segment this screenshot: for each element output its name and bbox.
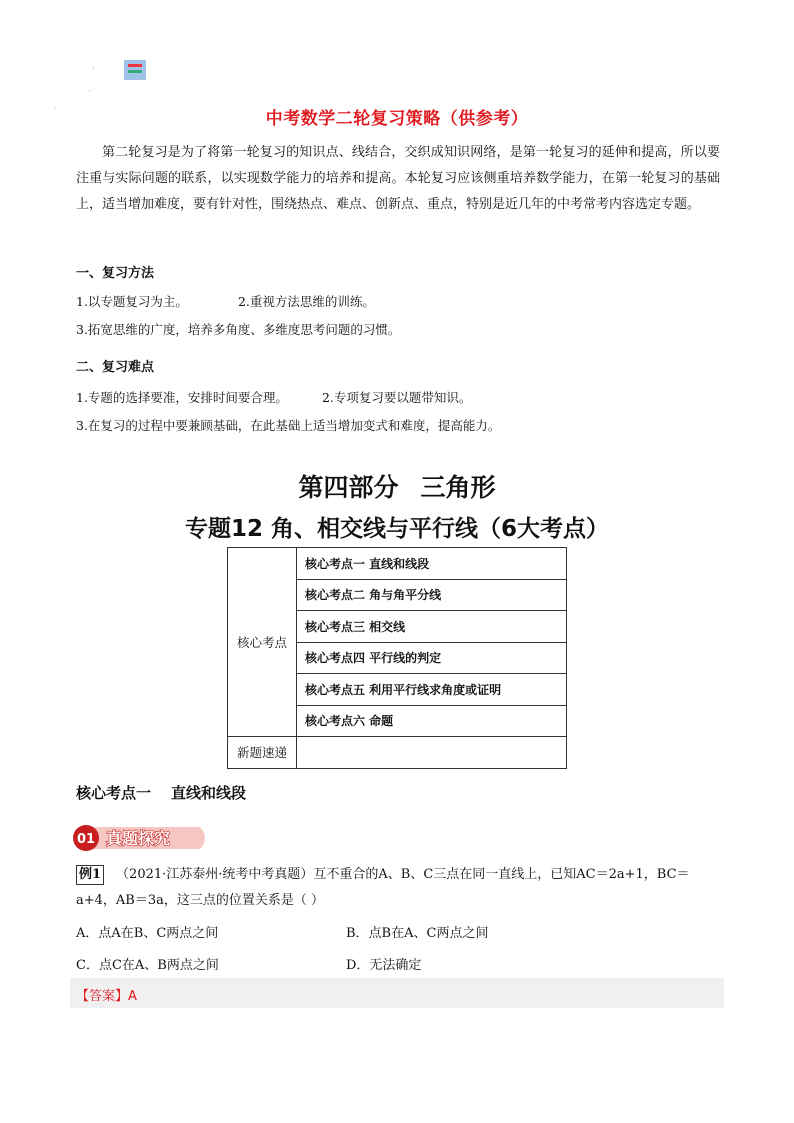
key-point-heading-name: 直线和线段 xyxy=(171,784,247,802)
methods-item-2: 2.重视方法思维的训练。 xyxy=(237,294,375,309)
real-questions-banner xyxy=(72,823,212,853)
example-question xyxy=(76,862,726,914)
part-name: 三角形 xyxy=(420,473,496,502)
section-heading-difficulties: 二、复习难点 xyxy=(76,360,155,375)
option-c: C．点C在A、B两点之间 xyxy=(76,958,219,973)
key-point-item[interactable]: 核心考点四 平行线的判定 xyxy=(297,642,567,674)
difficulties-item-2: 2.专项复习要以题带知识。 xyxy=(321,390,472,405)
banner-text: 真题探究 xyxy=(106,829,171,848)
logo-text-bottom: 倒计时 xyxy=(52,98,124,126)
logo-text-top: 中考 xyxy=(40,63,100,98)
intro-paragraph: 第二轮复习是为了将第一轮复习的知识点、线结合，交织成知识网络，是第一轮复习的延伸和提高，所以要注重与实际问题的联系，以实现数学能力的培养和提高。本轮复习应该侧重培养数学能力，在第一轮复习的基础上，适当增加难度，要有针对性，围绕热点、难点、创新点、重点，特别是近几年的中考常考内容选定专题。 xyxy=(76,145,720,212)
key-points-table xyxy=(227,547,567,769)
part-number: 第四部分 xyxy=(298,473,399,502)
key-point-item[interactable]: 核心考点二 角与角平分线 xyxy=(297,579,567,611)
key-point-item[interactable]: 核心考点一 直线和线段 xyxy=(297,548,567,580)
topic-title: 专题12 角、相交线与平行线（6大考点） xyxy=(184,516,610,542)
answer-box xyxy=(70,978,724,1008)
option-a: A．点A在B、C两点之间 xyxy=(76,926,219,941)
document-title: 中考数学二轮复习策略（供参考） xyxy=(265,109,529,129)
key-point-item[interactable]: 核心考点五 利用平行线求角度或证明 xyxy=(297,674,567,706)
methods-line-2: 3.拓宽思维的广度，培养多角度、多维度思考问题的习惯。 xyxy=(76,322,401,337)
difficulties-item-1: 1.专题的选择要准，安排时间要合理。 xyxy=(76,390,288,405)
example-tag: 例1 xyxy=(76,865,104,885)
part-title xyxy=(0,468,794,504)
section-heading-methods: 一、复习方法 xyxy=(76,266,155,281)
banner-number: 01 xyxy=(76,832,96,847)
new-questions-label: 新题速递 xyxy=(228,737,297,769)
option-b: B．点B在A、C两点之间 xyxy=(346,926,489,941)
methods-line-1 xyxy=(76,292,375,310)
key-point-heading-label: 核心考点一 xyxy=(76,784,152,802)
key-point-item[interactable]: 核心考点六 命题 xyxy=(297,705,567,737)
option-d: D．无法确定 xyxy=(346,958,422,973)
key-points-label: 核心考点 xyxy=(228,548,297,737)
key-point-heading xyxy=(76,782,246,803)
methods-item-1: 1.以专题复习为主。 xyxy=(76,294,188,309)
difficulties-line-1 xyxy=(76,388,471,406)
key-point-item[interactable]: 核心考点三 相交线 xyxy=(297,611,567,643)
new-questions-cell xyxy=(297,737,567,769)
example-text: （2021·江苏泰州·统考中考真题）互不重合的A、B、C三点在同一直线上，已知AC＝2a+1，BC＝a+4，AB＝3a，这三点的位置关系是（ ） xyxy=(76,867,690,908)
difficulties-line-2: 3.在复习的过程中要兼顾基础，在此基础上适当增加变式和难度，提高能力。 xyxy=(76,418,501,433)
answer-text: 【答案】A xyxy=(76,989,137,1004)
